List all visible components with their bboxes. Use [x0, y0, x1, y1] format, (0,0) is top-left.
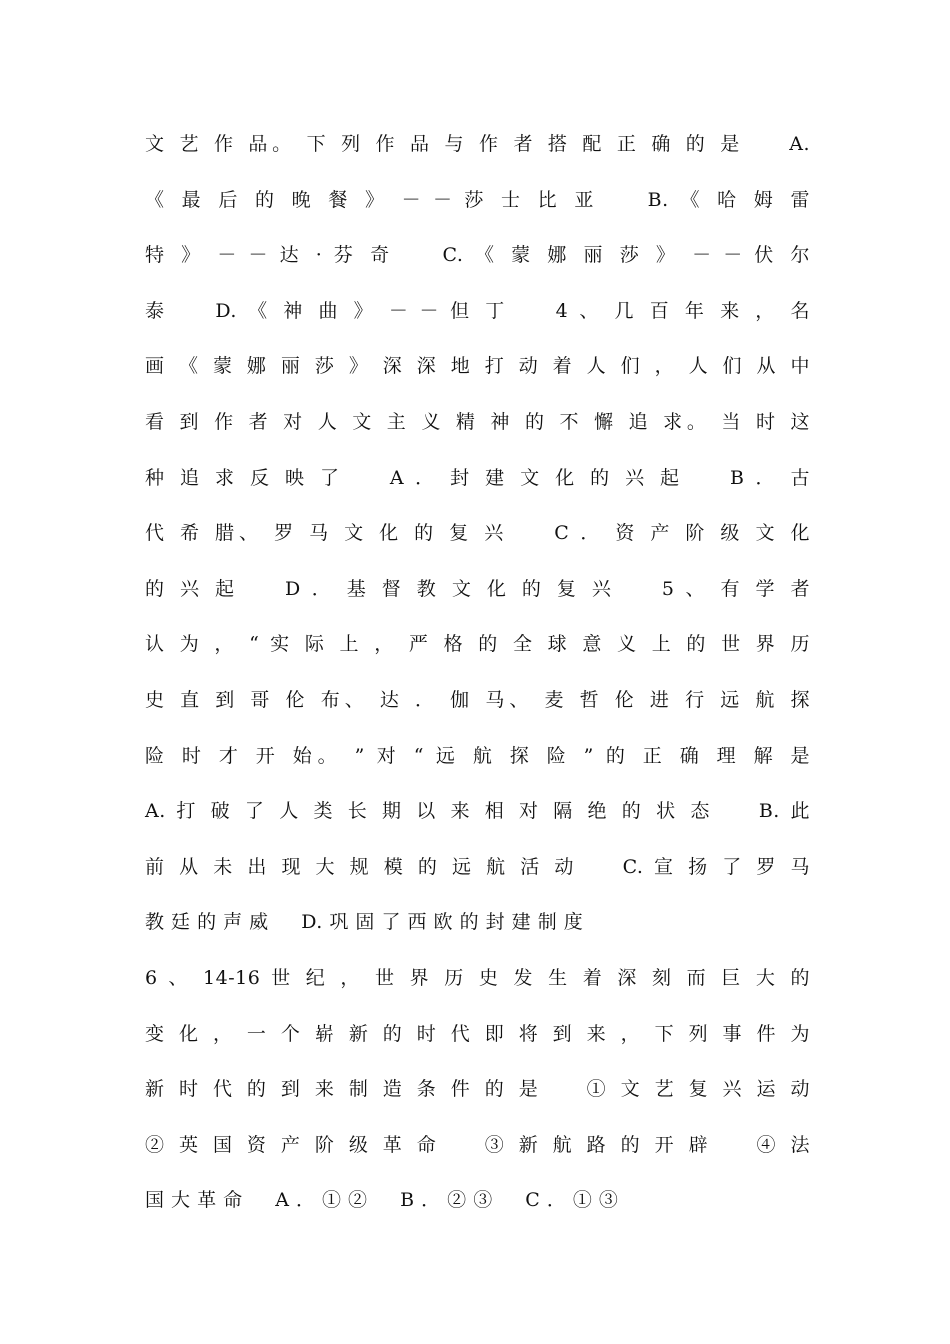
text-line: 教 廷 的 声 威 D. 巩 固 了 西 欧 的 封 建 制 度 — [145, 911, 584, 934]
text-line: 泰 D. 《 神 曲 》 － － 但 丁 4 、 几 百 年 来 ， 名 — [145, 299, 810, 322]
document-page — [145, 117, 810, 1229]
text-line: 险 时 才 开 始。 ” 对 “ 远 航 探 险 ” 的 正 确 理 解 是 — [145, 744, 810, 767]
text-line: 种 追 求 反 映 了 A ． 封 建 文 化 的 兴 起 B ． 古 — [145, 466, 810, 489]
text-line: 变 化 ， 一 个 崭 新 的 时 代 即 将 到 来 ， 下 列 事 件 为 — [145, 1022, 810, 1045]
text-line: 新 时 代 的 到 来 制 造 条 件 的 是 ① 文 艺 复 兴 运 动 — [145, 1078, 810, 1101]
text-line: A. 打 破 了 人 类 长 期 以 来 相 对 隔 绝 的 状 态 B. 此 — [145, 800, 810, 823]
text-line: ② 英 国 资 产 阶 级 革 命 ③ 新 航 路 的 开 辟 ④ 法 — [145, 1133, 810, 1156]
text-line: 前 从 未 出 现 大 规 模 的 远 航 活 动 C. 宣 扬 了 罗 马 — [145, 855, 810, 878]
text-line: 文 艺 作 品。 下 列 作 品 与 作 者 搭 配 正 确 的 是 A. — [145, 133, 810, 155]
text-line: 的 兴 起 D ． 基 督 教 文 化 的 复 兴 5 、 有 学 者 — [145, 577, 810, 600]
text-line: 画 《 蒙 娜 丽 莎 》 深 深 地 打 动 着 人 们 ， 人 们 从 中 — [145, 355, 810, 378]
text-line: 特 》 － － 达 · 芬 奇 C. 《 蒙 娜 丽 莎 》 － － 伏 尔 — [145, 244, 810, 267]
text-line: 认 为 ， “ 实 际 上 ， 严 格 的 全 球 意 义 上 的 世 界 历 — [145, 633, 810, 656]
text-line: 史 直 到 哥 伦 布、 达 ． 伽 马、 麦 哲 伦 进 行 远 航 探 — [145, 688, 810, 711]
text-line: 代 希 腊、 罗 马 文 化 的 复 兴 C ． 资 产 阶 级 文 化 — [145, 522, 810, 545]
text-line: 看 到 作 者 对 人 文 主 义 精 神 的 不 懈 追 求。 当 时 这 — [145, 410, 810, 433]
text-line: 6 、 14-16 世 纪 ， 世 界 历 史 发 生 着 深 刻 而 巨 大 的 — [145, 966, 810, 989]
text-line: 《 最 后 的 晚 餐 》 － － 莎 士 比 亚 B. 《 哈 姆 雷 — [145, 188, 810, 211]
text-line: 国 大 革 命 A ． ① ② B ． ② ③ C ． ① ③ — [145, 1189, 619, 1212]
